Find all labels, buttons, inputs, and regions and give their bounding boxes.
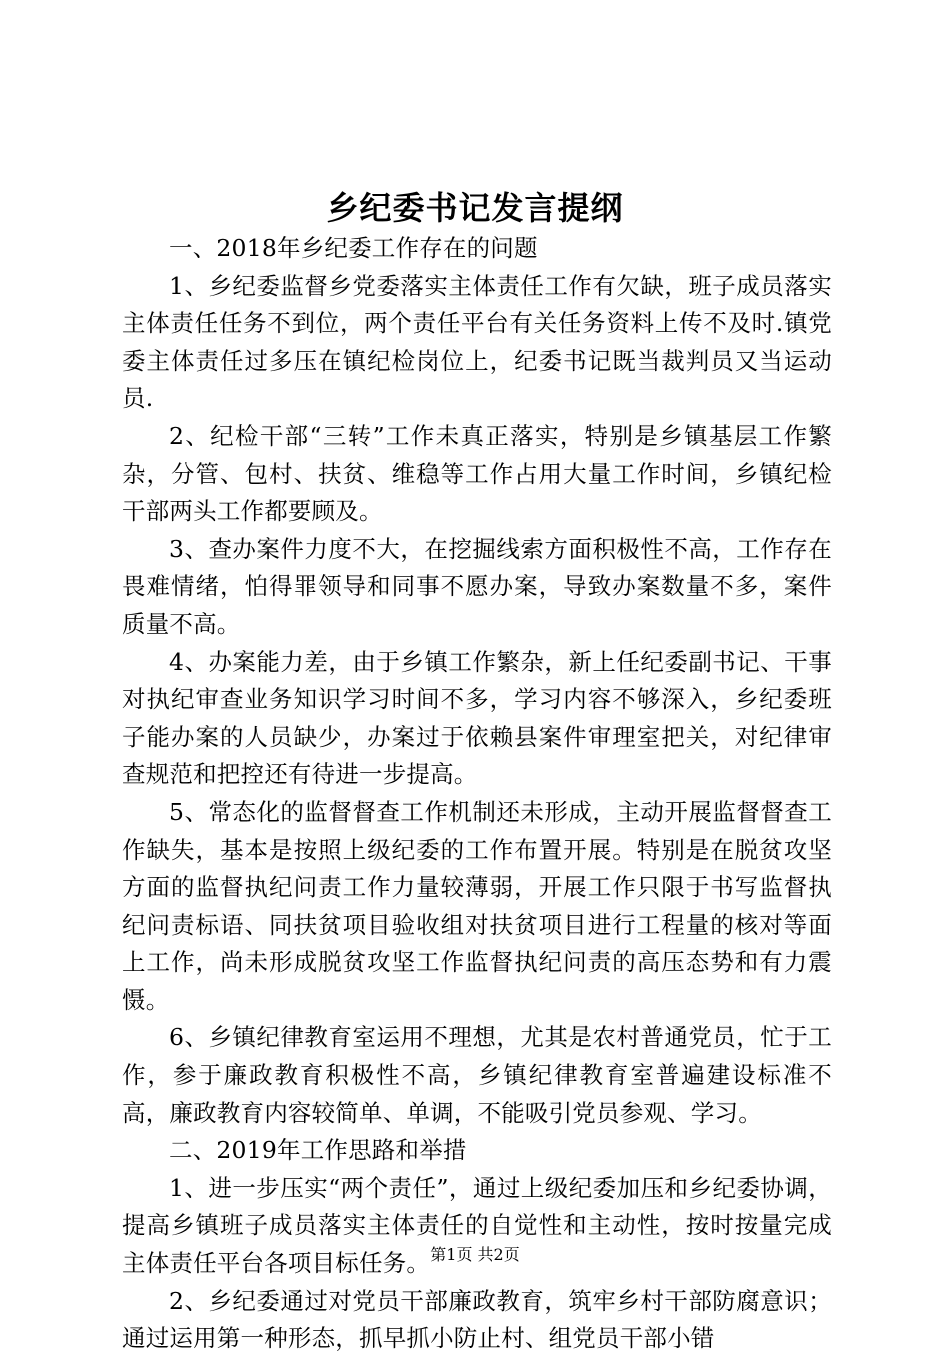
body-paragraph: 2、乡纪委通过对党员干部廉政教育，筑牢乡村干部防腐意识；通过运用第一种形态，抓早抓小防止村、组党员干部小错	[122, 1286, 832, 1353]
document-body	[122, 230, 832, 1358]
body-paragraph: 5、常态化的监督督查工作机制还未形成，主动开展监督督查工作缺失，基本是按照上级纪委的工作布置开展。特别是在脱贫攻坚方面的监督执纪问责工作力量较薄弱，开展工作只限于书写监督执纪问责标语、同扶贫项目验收组对扶贫项目进行工程量的核对等面上工作，尚未形成脱贫攻坚工作监督执纪问责的高压态势和有力震慑。	[122, 797, 832, 1014]
body-paragraph: 2、纪检干部“三转”工作未真正落实，特别是乡镇基层工作繁杂，分管、包村、扶贫、维稳等工作占用大量工作时间，乡镇纪检干部两头工作都要顾及。	[122, 421, 832, 526]
body-paragraph: 1、进一步压实“两个责任”，通过上级纪委加压和乡纪委协调，提高乡镇班子成员落实主体责任的自觉性和主动性，按时按量完成主体责任平台各项目标任务。	[122, 1173, 832, 1278]
body-paragraph: 1、乡纪委监督乡党委落实主体责任工作有欠缺，班子成员落实主体责任任务不到位，两个责任平台有关任务资料上传不及时.镇党委主体责任过多压在镇纪检岗位上，纪委书记既当裁判员又当运动员.	[122, 271, 832, 413]
page-footer: 第1页 共2页	[430, 1245, 520, 1264]
section-heading: 一、2018年乡纪委工作存在的问题	[169, 234, 538, 262]
body-paragraph: 3、查办案件力度不大，在挖掘线索方面积极性不高，工作存在畏难情绪，怕得罪领导和同事不愿办案，导致办案数量不多，案件质量不高。	[122, 534, 832, 638]
body-paragraph: 6、乡镇纪律教育室运用不理想，尤其是农村普通党员，忙于工作，参于廉政教育积极性不高，乡镇纪律教育室普遍建设标准不高，廉政教育内容较简单、单调，不能吸引党员参观、学习。	[122, 1023, 832, 1127]
body-paragraph: 4、办案能力差，由于乡镇工作繁杂，新上任纪委副书记、干事对执纪审查业务知识学习时间不多，学习内容不够深入，乡纪委班子能办案的人员缺少，办案过于依赖县案件审理室把关，对纪律审查规范和把控还有待进一步提高。	[122, 647, 832, 789]
section-heading: 二、2019年工作思路和举措	[169, 1136, 467, 1165]
document-title: 乡纪委书记发言提纲	[326, 189, 624, 227]
